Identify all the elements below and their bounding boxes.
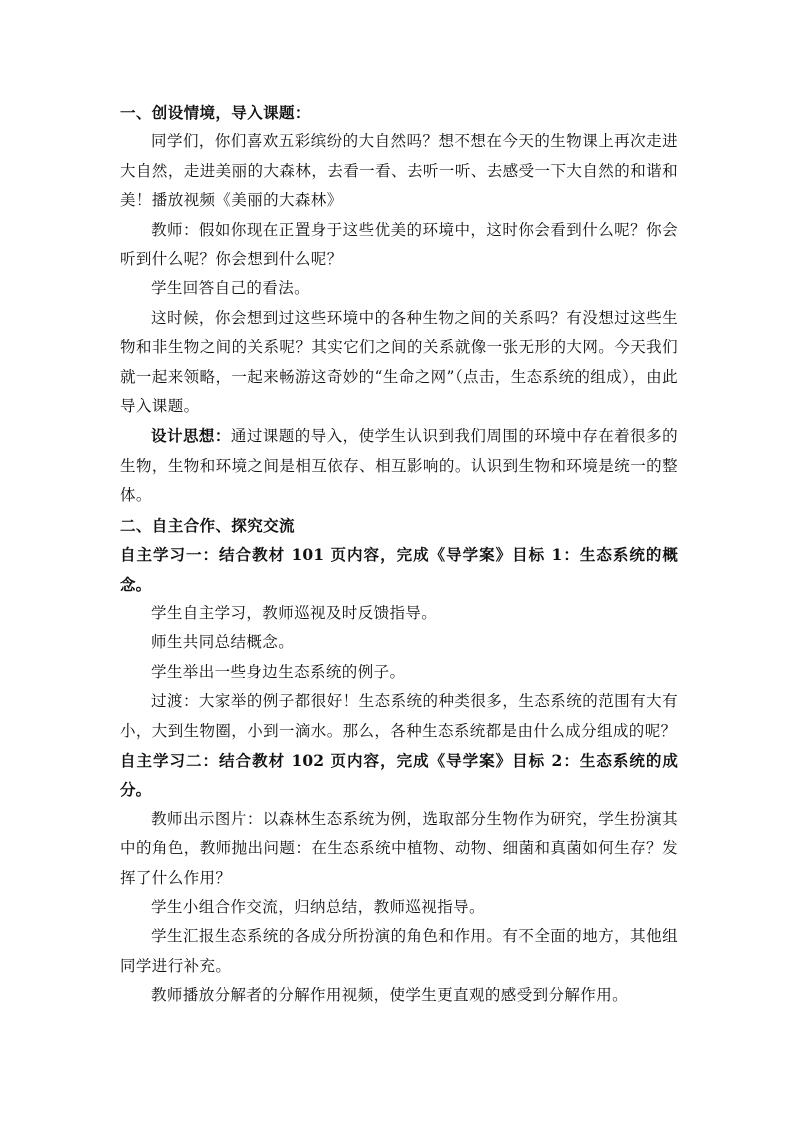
document-page xyxy=(120,98,678,1011)
design-idea-label: 设计思想： xyxy=(151,426,231,446)
self-study-2-heading: 自主学习二：结合教材 102 页内容，完成《导学案》目标 2：生态系统的成分。 xyxy=(120,750,678,800)
study1-paragraph-1: 学生自主学习，教师巡视及时反馈指导。 xyxy=(151,603,438,622)
section1-paragraph-4: 这时候，你会想到过这些环境中的各种生物之间的关系吗？有没想过这些生物和非生物之间的关系呢？其实它们之间的关系就像一张无形的大网。今天我们就一起来领略，一起来畅游这奇妙的“生命之网”（点击，生态系统的组成），由此导入课题。 xyxy=(120,308,678,416)
study2-paragraph-3: 学生汇报生态系统的各成分所扮演的角色和作用。有不全面的地方，其他组同学进行补充。 xyxy=(120,927,678,975)
study2-paragraph-2: 学生小组合作交流，归纳总结，教师巡视指导。 xyxy=(151,897,485,916)
section1-heading: 一、创设情境，导入课题： xyxy=(120,103,311,122)
section1-paragraph-1: 同学们，你们喜欢五彩缤纷的大自然吗？想不想在今天的生物课上再次走进大自然，走进美丽的大森林，去看一看、去听一听、去感受一下大自然的和谐和美！播放视频《美丽的大森林》 xyxy=(120,132,678,210)
section1-paragraph-2: 教师：假如你现在正置身于这些优美的环境中，这时你会看到什么呢？你会听到什么呢？你会想到什么呢？ xyxy=(120,220,678,269)
design-idea-paragraph xyxy=(120,421,678,510)
study2-paragraph-4: 教师播放分解者的分解作用视频，使学生更直观的感受到分解作用。 xyxy=(151,986,629,1005)
study1-paragraph-3: 学生举出一些身边生态系统的例子。 xyxy=(151,662,406,681)
section1-paragraph-3: 学生回答自己的看法。 xyxy=(151,279,311,298)
study1-paragraph-2: 师生共同总结概念。 xyxy=(151,633,295,652)
transition-paragraph: 过渡：大家举的例子都很好！生态系统的种类很多，生态系统的范围有大有小，大到生物圈，小到一滴水。那么，各种生态系统都是由什么成分组成的呢？ xyxy=(120,692,678,740)
study2-paragraph-1: 教师出示图片：以森林生态系统为例，选取部分生物作为研究，学生扮演其中的角色，教师抛出问题：在生态系统中植物、动物、细菌和真菌如何生存？发挥了什么作用？ xyxy=(120,809,678,887)
design-idea-text: 通过课题的导入，使学生认识到我们周围的环境中存在着很多的生物，生物和环境之间是相互依存、相互影响的。认识到生物和环境是统一的整体。 xyxy=(120,427,678,505)
section2-heading: 二、自主合作、探究交流 xyxy=(120,515,295,535)
self-study-1-heading: 自主学习一：结合教材 101 页内容，完成《导学案》目标 1：生态系统的概念。 xyxy=(120,545,678,594)
